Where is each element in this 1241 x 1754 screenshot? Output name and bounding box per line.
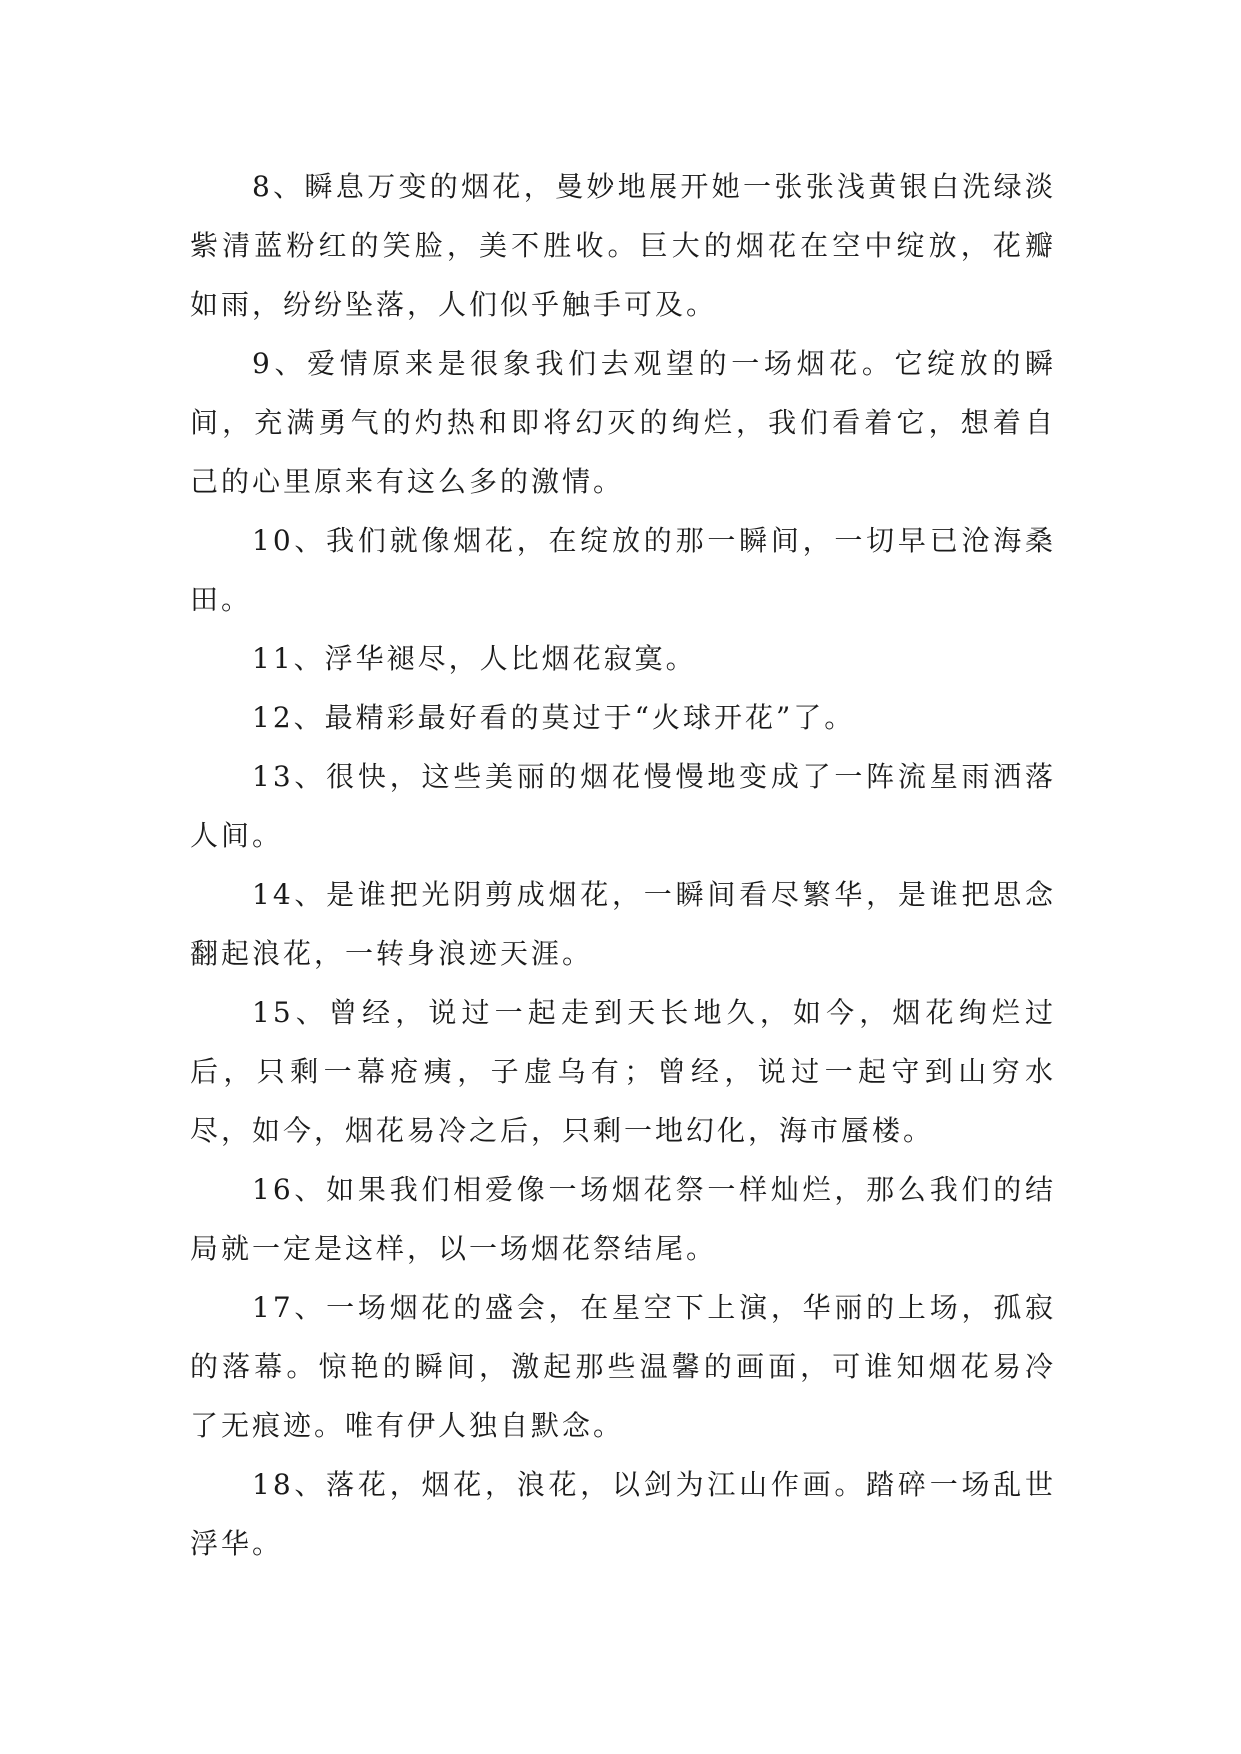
paragraph-16: 16、如果我们相爱像一场烟花祭一样灿烂，那么我们的结局就一定是这样，以一场烟花祭结尾。 <box>190 1173 1056 1265</box>
paragraph-12: 12、最精彩最好看的莫过于“火球开花”了。 <box>252 701 856 734</box>
paragraph-13: 13、很快，这些美丽的烟花慢慢地变成了一阵流星雨洒落人间。 <box>190 760 1056 852</box>
paragraph-9: 9、爱情原来是很象我们去观望的一场烟花。它绽放的瞬间，充满勇气的灼热和即将幻灭的绚烂，我们看着它，想着自己的心里原来有这么多的激情。 <box>190 347 1056 498</box>
paragraph-15: 15、曾经，说过一起走到天长地久，如今，烟花绚烂过后，只剩一幕疮痍，子虚乌有；曾经，说过一起守到山穷水尽，如今，烟花易冷之后，只剩一地幻化，海市蜃楼。 <box>190 996 1056 1147</box>
paragraph-11: 11、浮华褪尽，人比烟花寂寞。 <box>252 642 697 675</box>
paragraph-10: 10、我们就像烟花，在绽放的那一瞬间，一切早已沧海桑田。 <box>190 524 1056 616</box>
paragraph-18: 18、落花，烟花，浪花，以剑为江山作画。踏碎一场乱世浮华。 <box>190 1468 1056 1560</box>
document-body <box>190 157 1056 1573</box>
paragraph-17: 17、一场烟花的盛会，在星空下上演，华丽的上场，孤寂的落幕。惊艳的瞬间，激起那些温馨的画面，可谁知烟花易冷了无痕迹。唯有伊人独自默念。 <box>190 1291 1056 1442</box>
paragraph-8: 8、瞬息万变的烟花，曼妙地展开她一张张浅黄银白洗绿淡紫清蓝粉红的笑脸，美不胜收。巨大的烟花在空中绽放，花瓣如雨，纷纷坠落，人们似乎触手可及。 <box>190 170 1056 321</box>
paragraph-14: 14、是谁把光阴剪成烟花，一瞬间看尽繁华，是谁把思念翻起浪花，一转身浪迹天涯。 <box>190 878 1056 970</box>
